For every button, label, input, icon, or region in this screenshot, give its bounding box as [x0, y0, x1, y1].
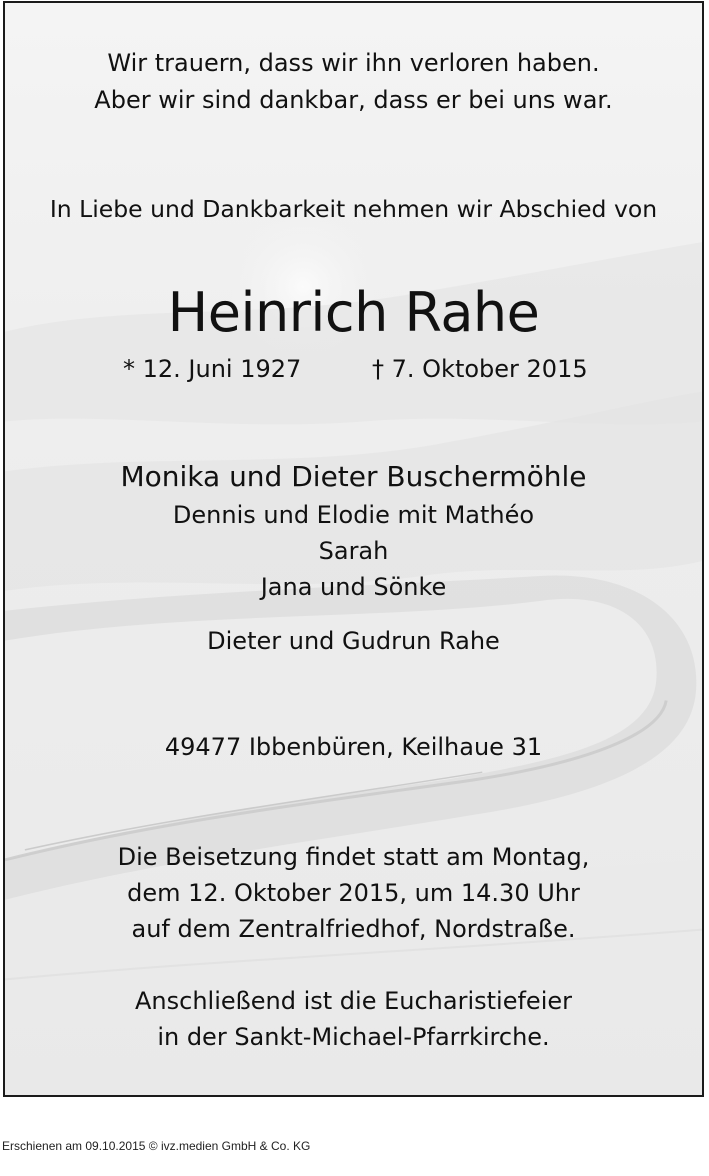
family-member-5: Dieter und Gudrun Rahe [207, 627, 500, 655]
service-line-2: in der Sankt-Michael-Pfarrkirche. [157, 1023, 550, 1051]
family-member-3: Sarah [318, 537, 389, 565]
quote-line-2: Aber wir sind dankbar, dass er bei uns war. [94, 86, 613, 114]
birth-date: * 12. Juni 1927 [123, 355, 302, 383]
life-dates [5, 355, 702, 389]
address: 49477 Ibbenbüren, Keilhaue 31 [164, 733, 543, 761]
obituary-notice [3, 1, 704, 1097]
family-member-4: Jana und Sönke [260, 573, 447, 601]
publication-footer: Erschienen am 09.10.2015 © ivz.medien GmbH & Co. KG [2, 1139, 311, 1153]
quote-line-1: Wir trauern, dass wir ihn verloren haben. [107, 49, 600, 77]
family-member-2: Dennis und Elodie mit Mathéo [172, 501, 535, 529]
funeral-line-2: dem 12. Oktober 2015, um 14.30 Uhr [127, 879, 580, 907]
deceased-name: Heinrich Rahe [167, 281, 540, 344]
death-date: † 7. Oktober 2015 [372, 355, 588, 383]
funeral-line-1: Die Beisetzung findet statt am Montag, [117, 843, 590, 871]
service-line-1: Anschließend ist die Eucharistiefeier [135, 987, 572, 1015]
family-member-1: Monika und Dieter Buschermöhle [120, 460, 587, 493]
intro-text: In Liebe und Dankbarkeit nehmen wir Abschied von [49, 195, 658, 223]
funeral-line-3: auf dem Zentralfriedhof, Nordstraße. [131, 915, 576, 943]
